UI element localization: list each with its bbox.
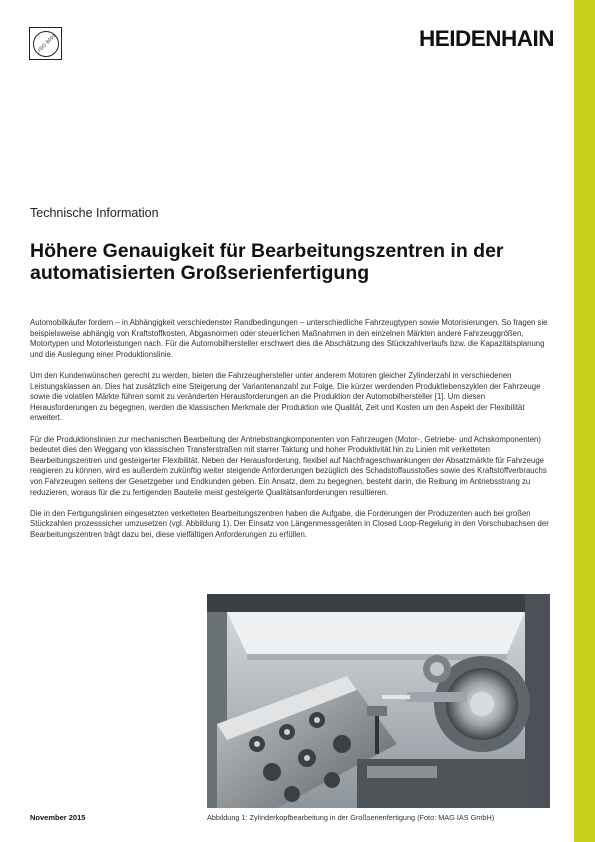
document-type: Technische Information	[30, 206, 159, 220]
cylinder-head-machining-image	[207, 594, 550, 808]
accent-sidebar	[574, 0, 595, 842]
page-title: Höhere Genauigkeit für Bearbeitungszentren in der automatisierten Großserienfertigung	[30, 240, 504, 284]
certification-seal	[29, 27, 62, 60]
paragraph: Für die Produktionslinien zur mechanischen Bearbeitung der Antriebstrangkomponenten von Fahrzeugen (Motor-, Getriebe- und Achskomponenten) bedeutet dies den Weggang von klassischen Transferstraßen mit starrer Taktung und hoher Produktivität hin zu Linien mit verketteten Bearbeitungszentren und gesteigerter Flexibilität. Neben der Herausforderung, flexibel auf Nachfrageschwankungen der Absatzmärkte für Fahrzeuge reagieren zu können, wird es außerdem zukünftig weiter steigende Anforderungen bezüglich des Schadstoffausstoßes sowie des Kraftstoffverbrauchs von Fahrzeugen seitens der Gesetzgeber und Endkunden geben. Ein Ansatz, dem zu begegnen, besteht darin, die Reibung im Antriebsstrang zu reduzieren, woraus für die zu fertigenden Bauteile meist gesteigerte Qualitätsanforderungen resultieren.	[30, 434, 547, 497]
paragraph: Um den Kundenwünschen gerecht zu werden, bieten die Fahrzeughersteller unter anderem Motoren gleicher Zylinderzahl in verschiedenen Leistungsklassen an. Dies hat zusätzlich eine Steigerung der Variantenanzahl zur Folge. Die kürzer werdenden Produktlebenszyklen der Fahrzeuge sowie die volatilen Märkte führen somit zu veränderten Herausforderungen an die Produktion der Automobilhersteller [1]. Um diesen Herausforderungen zu begegnen, werden die klassischen Merkmale der Produktion wie Qualität, Zeit und Kosten um den Aspekt der Flexibilität erweitert.	[30, 370, 541, 423]
machining-photo	[207, 594, 550, 808]
publication-date: November 2015	[30, 813, 86, 822]
seal-text: ISO 9001	[37, 32, 58, 54]
paragraph: Automobilkäufer fordern – in Abhängigkeit verschiedenster Randbedingungen – unterschiedliche Fahrzeugtypen sowie Motorisierungen. So fragen sie beispielsweise abhängig von Kraftstoffkosten, Abgasnormen oder steuerlichen Maßnahmen in den einzelnen Märkten andere Fahrzeuggrößen, Motortypen und Motorleistungen nach. Für die Automobilhersteller erschwert dies die Abschätzung des Stückzahlverlaufs bzw. die Kapazitätsplanung und die Auslegung einer Produktionslinie.	[30, 318, 548, 359]
figure-caption: Abbildung 1: Zylinderkopfbearbeitung in der Großserienfertigung (Foto: MAG IAS GmbH)	[207, 813, 495, 822]
paragraph: Die in den Fertigungslinien eingesetzten verketteten Bearbeitungszentren haben die Aufgabe, die Forderungen der Produzenten auch bei großen Stückzahlen prozesssicher umzusetzen (vgl. Abbildung 1). Der Einsatz von Längenmessgeräten in Closed Loop-Regelung in den Vorschubachsen der Bearbeitungszentren trägt dazu bei, diese vielfältigen Anforderungen zu erfüllen.	[30, 508, 549, 539]
heidenhain-logo: HEIDENHAIN	[418, 26, 554, 51]
body-text	[30, 318, 550, 551]
